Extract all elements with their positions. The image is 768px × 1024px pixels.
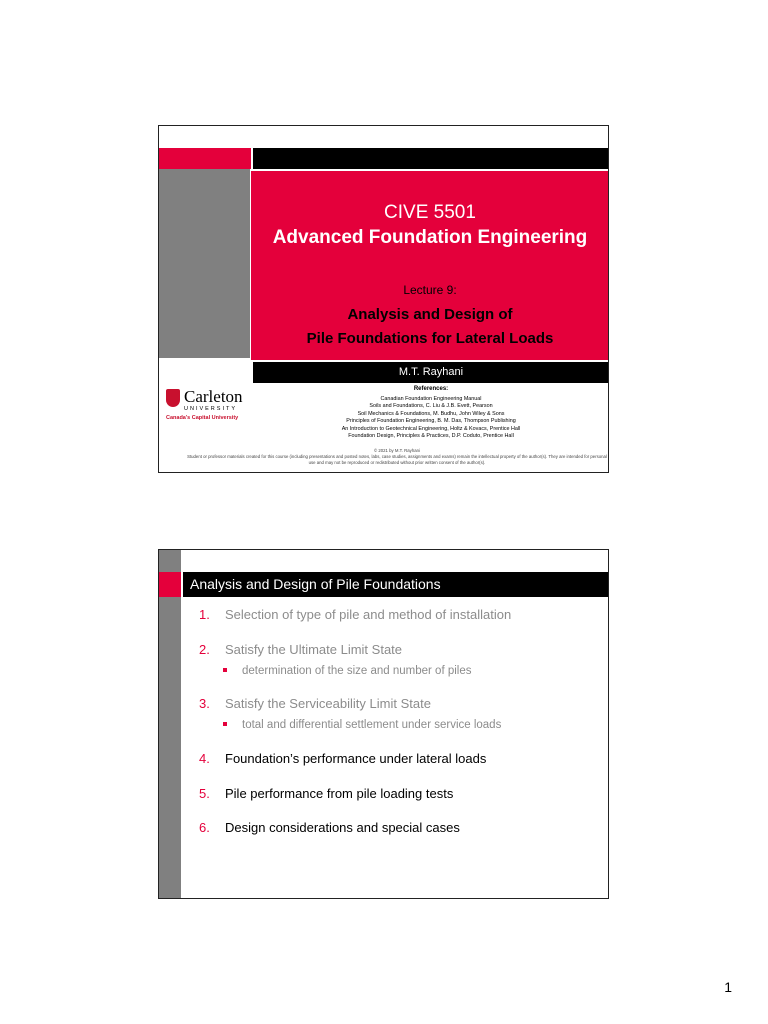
references-heading: References: (413, 386, 449, 392)
item-number: 3. (199, 696, 210, 711)
outline-item-1 (199, 607, 511, 622)
outline-item-6 (199, 820, 460, 835)
outline-item-4 (199, 751, 486, 766)
course-name: Advanced Foundation Engineering (272, 227, 588, 248)
carleton-logo (166, 389, 246, 429)
red-tab (159, 572, 181, 597)
item-text: Selection of type of pile and method of installation (225, 607, 512, 622)
lecture-title (251, 303, 609, 351)
reference-item: An Introduction to Geotechnical Engineering, Holtz & Kovacs, Prentice Hall (341, 425, 521, 432)
subitem-text: determination of the size and number of piles (242, 665, 472, 677)
red-tab (159, 148, 181, 169)
item-text: Satisfy the Ultimate Limit State (225, 642, 403, 657)
logo-name: Carleton (184, 387, 243, 406)
bullet-icon (223, 722, 227, 726)
item-number: 2. (199, 642, 210, 657)
ip-notice: Student or professor materials created for this course (including presentations and posted notes, labs, case studies, assignments and exams) remain the intellectual property of the author(s). They are intended for personal use and may not be reproduced or redistributed without prior written consent of the author(s). (187, 454, 607, 465)
copyright-line: © 2021 by M.T. Rayhani (374, 448, 420, 453)
lecture-title-line2: Pile Foundations for Lateral Loads (306, 330, 554, 347)
lecture-title-line1: Analysis and Design of (347, 306, 513, 323)
item-number: 1. (199, 607, 210, 622)
item-number: 4. (199, 751, 210, 766)
bullet-icon (223, 668, 227, 672)
reference-item: Canadian Foundation Engineering Manual (380, 395, 482, 402)
item-text: Satisfy the Serviceability Limit State (225, 696, 431, 711)
item-number: 6. (199, 820, 210, 835)
item-number: 5. (199, 786, 210, 801)
slide-title (158, 125, 609, 473)
slide-header: Analysis and Design of Pile Foundations (183, 572, 609, 597)
shield-icon (166, 389, 180, 407)
reference-item: Soils and Foundations, C. Liu & J.B. Evett, Pearson (369, 403, 493, 409)
black-top-bar (253, 148, 609, 169)
outline-subitem-2 (223, 665, 472, 677)
item-text: Design considerations and special cases (225, 820, 460, 835)
course-code: CIVE 5501 (384, 202, 476, 223)
copyright-notice (187, 448, 607, 466)
left-gray-panel (159, 550, 181, 899)
reference-item: Soil Mechanics & Foundations, M. Budhu, John Wiley & Sons (357, 410, 505, 417)
outline-item-5 (199, 786, 453, 801)
author-bar: M.T. Rayhani (253, 362, 609, 383)
subitem-text: total and differential settlement under service loads (242, 719, 502, 731)
outline-item-2 (199, 642, 402, 657)
outline-subitem-3 (223, 719, 501, 731)
outline-item-3 (199, 696, 431, 711)
item-text: Foundation’s performance under lateral loads (225, 751, 487, 766)
logo-university: UNIVERSITY (184, 406, 238, 412)
logo-tagline: Canada's Capital University (166, 415, 239, 421)
lecture-label: Lecture 9: (403, 283, 457, 297)
reference-item: Foundation Design, Principles & Practices, D.P. Coduto, Prentice Hall (348, 433, 514, 439)
left-gray-panel (159, 148, 250, 358)
title-block (251, 171, 609, 360)
page-number: 1 (724, 979, 732, 995)
reference-item: Principles of Foundation Engineering, B. M. Das, Thompson Publishing (346, 418, 516, 424)
references (253, 386, 609, 441)
item-text: Pile performance from pile loading tests (225, 786, 454, 801)
slide-outline (158, 549, 609, 899)
red-top-bar (181, 148, 251, 169)
